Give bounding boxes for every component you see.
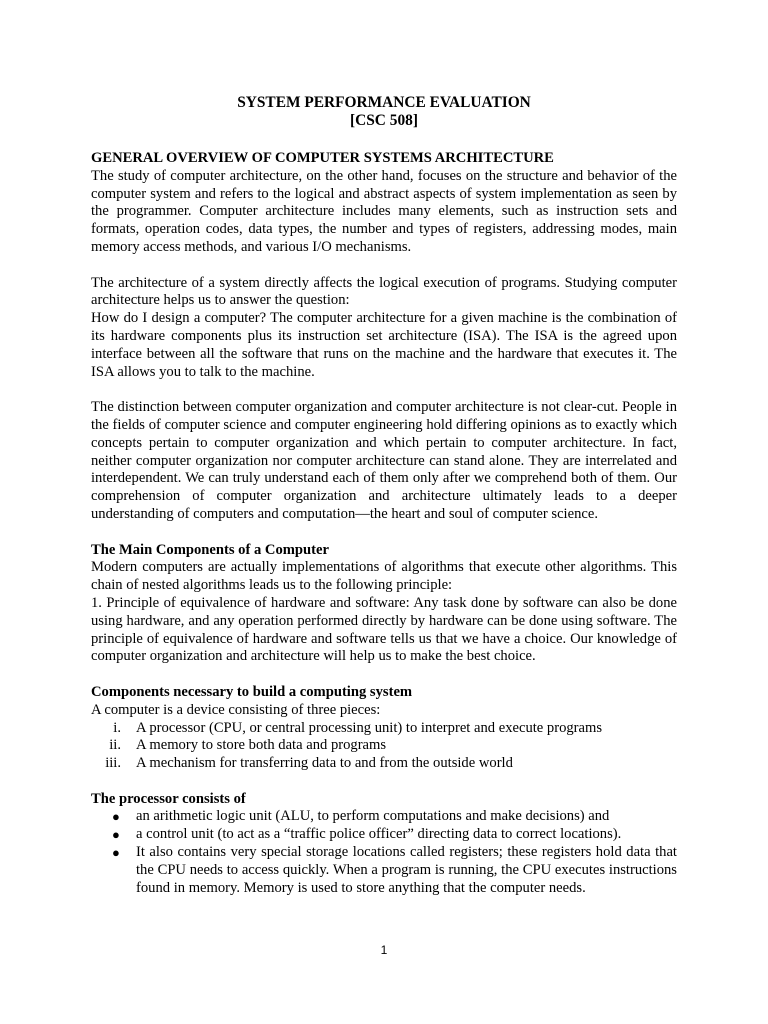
list-item	[91, 755, 677, 773]
roman-list	[91, 720, 677, 773]
page-number: 1	[380, 943, 388, 957]
list-number: ii.	[109, 737, 121, 754]
list-item	[91, 720, 677, 738]
bullet-icon: ●	[112, 827, 120, 843]
paragraph: How do I design a computer? The computer architecture for a given machine is the combination of its hardware components plus its instruction set architecture (ISA). The ISA is the agreed upon interface between all the software that runs on the machine and the hardware that executes it. The ISA allows you to talk to the machine.	[91, 310, 677, 380]
document-title: SYSTEM PERFORMANCE EVALUATION	[237, 94, 531, 111]
list-item-text: A mechanism for transferring data to and from the outside world	[136, 755, 513, 772]
bullet-icon: ●	[112, 845, 120, 861]
paragraph: The study of computer architecture, on the other hand, focuses on the structure and behavior of the computer system and refers to the logical and abstract aspects of system implementation as seen by the programmer. Computer architecture includes many elements, such as instruction sets and formats, operation codes, data types, the number and types of registers, addressing modes, main memory access methods, and various I/O mechanisms.	[91, 167, 677, 255]
list-number: i.	[113, 719, 121, 736]
paragraph: The distinction between computer organization and computer architecture is not clear-cut. People in the fields of computer science and computer engineering hold differing opinions as to exactly which concepts pertain to computer organization and which pertain to computer architecture. In fact, neither computer organization nor computer architecture can stand alone. They are interrelated and interdependent. We can truly understand each of them only after we comprehend both of them. Our comprehension of computer organization and architecture ultimately leads to a deeper understanding of computers and computation—the heart and soul of computer science.	[91, 399, 677, 522]
paragraph: 1. Principle of equivalence of hardware and software: Any task done by software can also be done using hardware, and any operation performed directly by hardware can be done using software. The principle of equivalence of hardware and software tells us that we have a choice. Our knowledge of computer organization and architecture will help us to make the best choice.	[91, 594, 677, 665]
list-item	[91, 844, 677, 897]
bullet-list	[91, 808, 677, 897]
list-item-text: A processor (CPU, or central processing unit) to interpret and execute programs	[136, 719, 603, 736]
paragraph: A computer is a device consisting of three pieces:	[91, 701, 381, 718]
bullet-icon: ●	[112, 809, 120, 825]
list-item-text: a control unit (to act as a “traffic police officer” directing data to correct locations).	[136, 826, 622, 843]
section-heading-processor: The processor consists of	[91, 790, 246, 807]
course-code: [CSC 508]	[350, 112, 418, 129]
list-number: iii.	[105, 755, 121, 772]
list-item	[91, 737, 677, 755]
section-heading-main-components: The Main Components of a Computer	[91, 541, 329, 558]
list-item-text: A memory to store both data and programs	[136, 737, 387, 754]
list-item	[91, 826, 677, 844]
section-heading-overview: GENERAL OVERVIEW OF COMPUTER SYSTEMS ARCHITECTURE	[91, 150, 554, 166]
document-page	[91, 94, 677, 897]
paragraph: Modern computers are actually implementations of algorithms that execute other algorithms. This chain of nested algorithms leads us to the following principle:	[91, 559, 677, 594]
list-item-text: It also contains very special storage locations called registers; these registers hold data that the CPU needs to access quickly. When a program is running, the CPU executes instructions found in memory. Memory is used to store anything that the computer needs.	[136, 844, 677, 896]
list-item	[91, 808, 677, 826]
paragraph: The architecture of a system directly affects the logical execution of programs. Studying computer architecture helps us to answer the question:	[91, 274, 677, 309]
section-heading-components-necessary: Components necessary to build a computing system	[91, 683, 413, 700]
list-item-text: an arithmetic logic unit (ALU, to perform computations and make decisions) and	[136, 808, 610, 825]
